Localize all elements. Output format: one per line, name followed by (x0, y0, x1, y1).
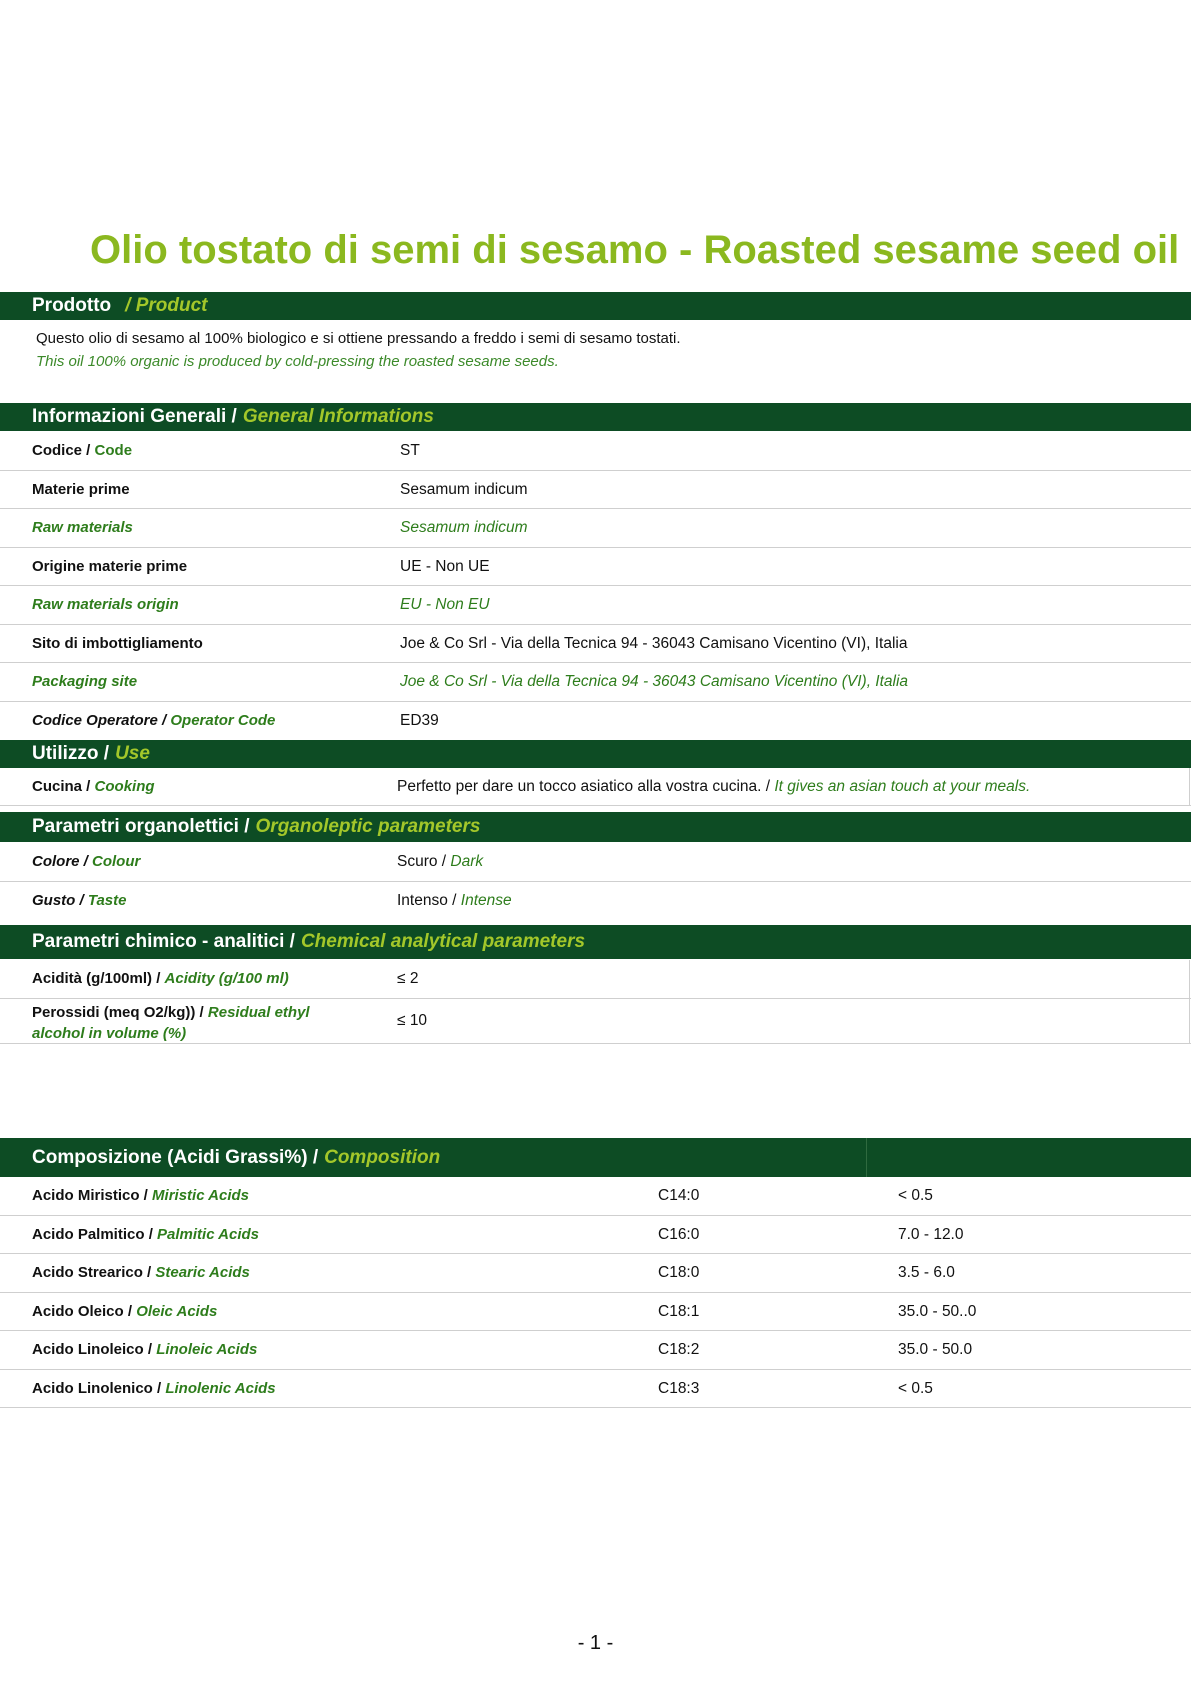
label-en: Cooking (94, 778, 155, 795)
composition-row (0, 1254, 1191, 1293)
label-it: Acido Oleico / (32, 1303, 133, 1320)
row-value: Joe & Co Srl - Via della Tecnica 94 - 36043 Camisano Vicentino (VI), Italia (400, 635, 908, 652)
label-it: Acido Miristico / (32, 1187, 148, 1204)
fatty-acid-code: C18:3 (658, 1380, 700, 1397)
row-label (32, 1303, 217, 1320)
row-label (32, 853, 140, 870)
label-en: Miristic Acids (152, 1187, 250, 1204)
row-label (32, 1264, 250, 1281)
fatty-acid-code: C18:2 (658, 1341, 700, 1358)
row-label (32, 778, 155, 795)
label-it: Gusto / (32, 892, 84, 909)
organoleptic-heading-it: Parametri organolettici / (32, 816, 250, 837)
general-row-raw-materials-en (0, 509, 1191, 548)
row-label (32, 1380, 276, 1397)
row-label: Packaging site (32, 673, 138, 690)
fatty-acid-code: C18:0 (658, 1264, 700, 1281)
product-description-it: Questo olio di sesamo al 100% biologico e si ottiene pressando a freddo i semi di sesamo tostati. (36, 330, 681, 347)
row-value: Joe & Co Srl - Via della Tecnica 94 - 36043 Camisano Vicentino (VI), Italia (400, 673, 909, 690)
fatty-acid-range: 35.0 - 50..0 (898, 1303, 977, 1320)
row-label (32, 442, 132, 459)
label-en: Linoleic Acids (156, 1341, 258, 1358)
use-section-header (0, 740, 1191, 768)
row-value: ≤ 10 (397, 1012, 428, 1029)
fatty-acid-code: C16:0 (658, 1226, 700, 1243)
organoleptic-row-taste (0, 882, 1191, 922)
row-label (32, 712, 275, 729)
use-heading-en: Use (115, 743, 150, 764)
row-label: Raw materials (32, 519, 133, 536)
general-row-packaging-site-en (0, 663, 1191, 702)
row-label (32, 970, 289, 987)
composition-row (0, 1177, 1191, 1216)
product-heading-it: Prodotto (32, 295, 112, 316)
label-en: Residual ethyl (207, 1004, 310, 1021)
row-label (32, 1002, 342, 1044)
general-section-header (0, 403, 1191, 431)
chemical-heading-it: Parametri chimico - analitici / (32, 931, 295, 952)
label-line-1 (32, 1002, 342, 1023)
row-label (32, 1226, 259, 1243)
row-value: Sesamum indicum (400, 481, 528, 498)
label-it: Colore / (32, 853, 88, 870)
label-en: Oleic Acids (136, 1303, 218, 1320)
organoleptic-heading-en: Organoleptic parameters (255, 816, 481, 837)
value-en: It gives an asian touch at your meals. (774, 778, 1031, 795)
row-label: Origine materie prime (32, 558, 188, 575)
label-it: Codice Operatore / (32, 712, 167, 729)
general-row-raw-materials-it (0, 471, 1191, 509)
general-row-origin-en (0, 586, 1191, 625)
label-en: Palmitic Acids (157, 1226, 260, 1243)
value-it: Scuro / (397, 853, 447, 870)
row-label (32, 1187, 249, 1204)
label-it: Acidità (g/100ml) / (32, 970, 161, 987)
page-number: - 1 - (577, 1632, 614, 1654)
document-title: Olio tostato di semi di sesamo - Roasted sesame seed oil (90, 228, 1180, 272)
row-label: Raw materials origin (32, 596, 179, 613)
row-value: ≤ 2 (397, 970, 419, 987)
label-en: Acidity (g/100 ml) (164, 970, 289, 987)
row-label (32, 892, 126, 909)
row-value: UE - Non UE (400, 558, 490, 575)
value-it: Perfetto per dare un tocco asiatico alla vostra cucina. / (397, 778, 771, 795)
composition-row (0, 1216, 1191, 1254)
label-en: Operator Code (170, 712, 276, 729)
general-row-origin-it (0, 548, 1191, 586)
label-it: Cucina / (32, 778, 91, 795)
general-heading-en: General Informations (242, 406, 434, 427)
chemical-section-header (0, 925, 1191, 959)
label-en: Taste (87, 892, 127, 909)
row-value: ST (400, 442, 420, 459)
row-label: Sito di imbottigliamento (32, 635, 203, 652)
use-heading-it: Utilizzo / (32, 743, 110, 764)
value-en: Dark (450, 853, 484, 870)
chemical-row-acidity (0, 960, 1191, 999)
row-label: Materie prime (32, 481, 130, 498)
general-row-code (0, 432, 1191, 471)
fatty-acid-range: 7.0 - 12.0 (898, 1226, 964, 1243)
label-it: Acido Strearico / (32, 1264, 152, 1281)
label-it: Acido Palmitico / (32, 1226, 153, 1243)
table-border (1189, 768, 1190, 806)
product-section-header (0, 292, 1191, 320)
product-description-en: This oil 100% organic is produced by cold-pressing the roasted sesame seeds. (36, 353, 559, 370)
label-it: Acido Linolenico / (32, 1380, 162, 1397)
product-heading-en: / Product (125, 295, 208, 316)
header-divider (866, 1138, 867, 1177)
row-value (397, 778, 1030, 796)
row-label (32, 1341, 257, 1358)
row-value: EU - Non EU (400, 596, 490, 613)
fatty-acid-range: < 0.5 (898, 1187, 933, 1204)
use-row-cooking (0, 768, 1191, 806)
general-heading-it: Informazioni Generali / (32, 406, 237, 427)
value-en: Intense (460, 892, 512, 909)
composition-row (0, 1331, 1191, 1370)
label-en-line-2: alcohol in volume (%) (32, 1025, 187, 1042)
label-en: Code (94, 442, 133, 459)
row-value (397, 853, 483, 871)
composition-row (0, 1370, 1191, 1408)
label-it: Acido Linoleico / (32, 1341, 153, 1358)
table-border (1189, 960, 1190, 1044)
row-value (397, 892, 512, 910)
composition-section-header (0, 1138, 1191, 1177)
composition-heading-it: Composizione (Acidi Grassi%) / (32, 1146, 319, 1168)
chemical-row-peroxides (0, 999, 1191, 1044)
label-en: Colour (92, 853, 141, 870)
fatty-acid-range: 3.5 - 6.0 (898, 1264, 955, 1281)
general-row-bottling-site-it (0, 625, 1191, 663)
row-value: ED39 (400, 712, 439, 729)
fatty-acid-range: < 0.5 (898, 1380, 933, 1397)
composition-heading-en: Composition (324, 1146, 441, 1168)
label-it: Codice / (32, 442, 91, 459)
fatty-acid-range: 35.0 - 50.0 (898, 1341, 973, 1358)
value-it: Intenso / (397, 892, 457, 909)
row-value: Sesamum indicum (400, 519, 528, 536)
composition-row (0, 1293, 1191, 1331)
chemical-heading-en: Chemical analytical parameters (300, 931, 586, 952)
organoleptic-section-header (0, 812, 1191, 842)
fatty-acid-code: C18:1 (658, 1303, 700, 1320)
fatty-acid-code: C14:0 (658, 1187, 700, 1204)
label-it: Perossidi (meq O2/kg)) / (32, 1004, 204, 1021)
general-row-operator-code (0, 702, 1191, 740)
organoleptic-row-colour (0, 843, 1191, 882)
label-en: Linolenic Acids (165, 1380, 276, 1397)
label-en: Stearic Acids (155, 1264, 250, 1281)
